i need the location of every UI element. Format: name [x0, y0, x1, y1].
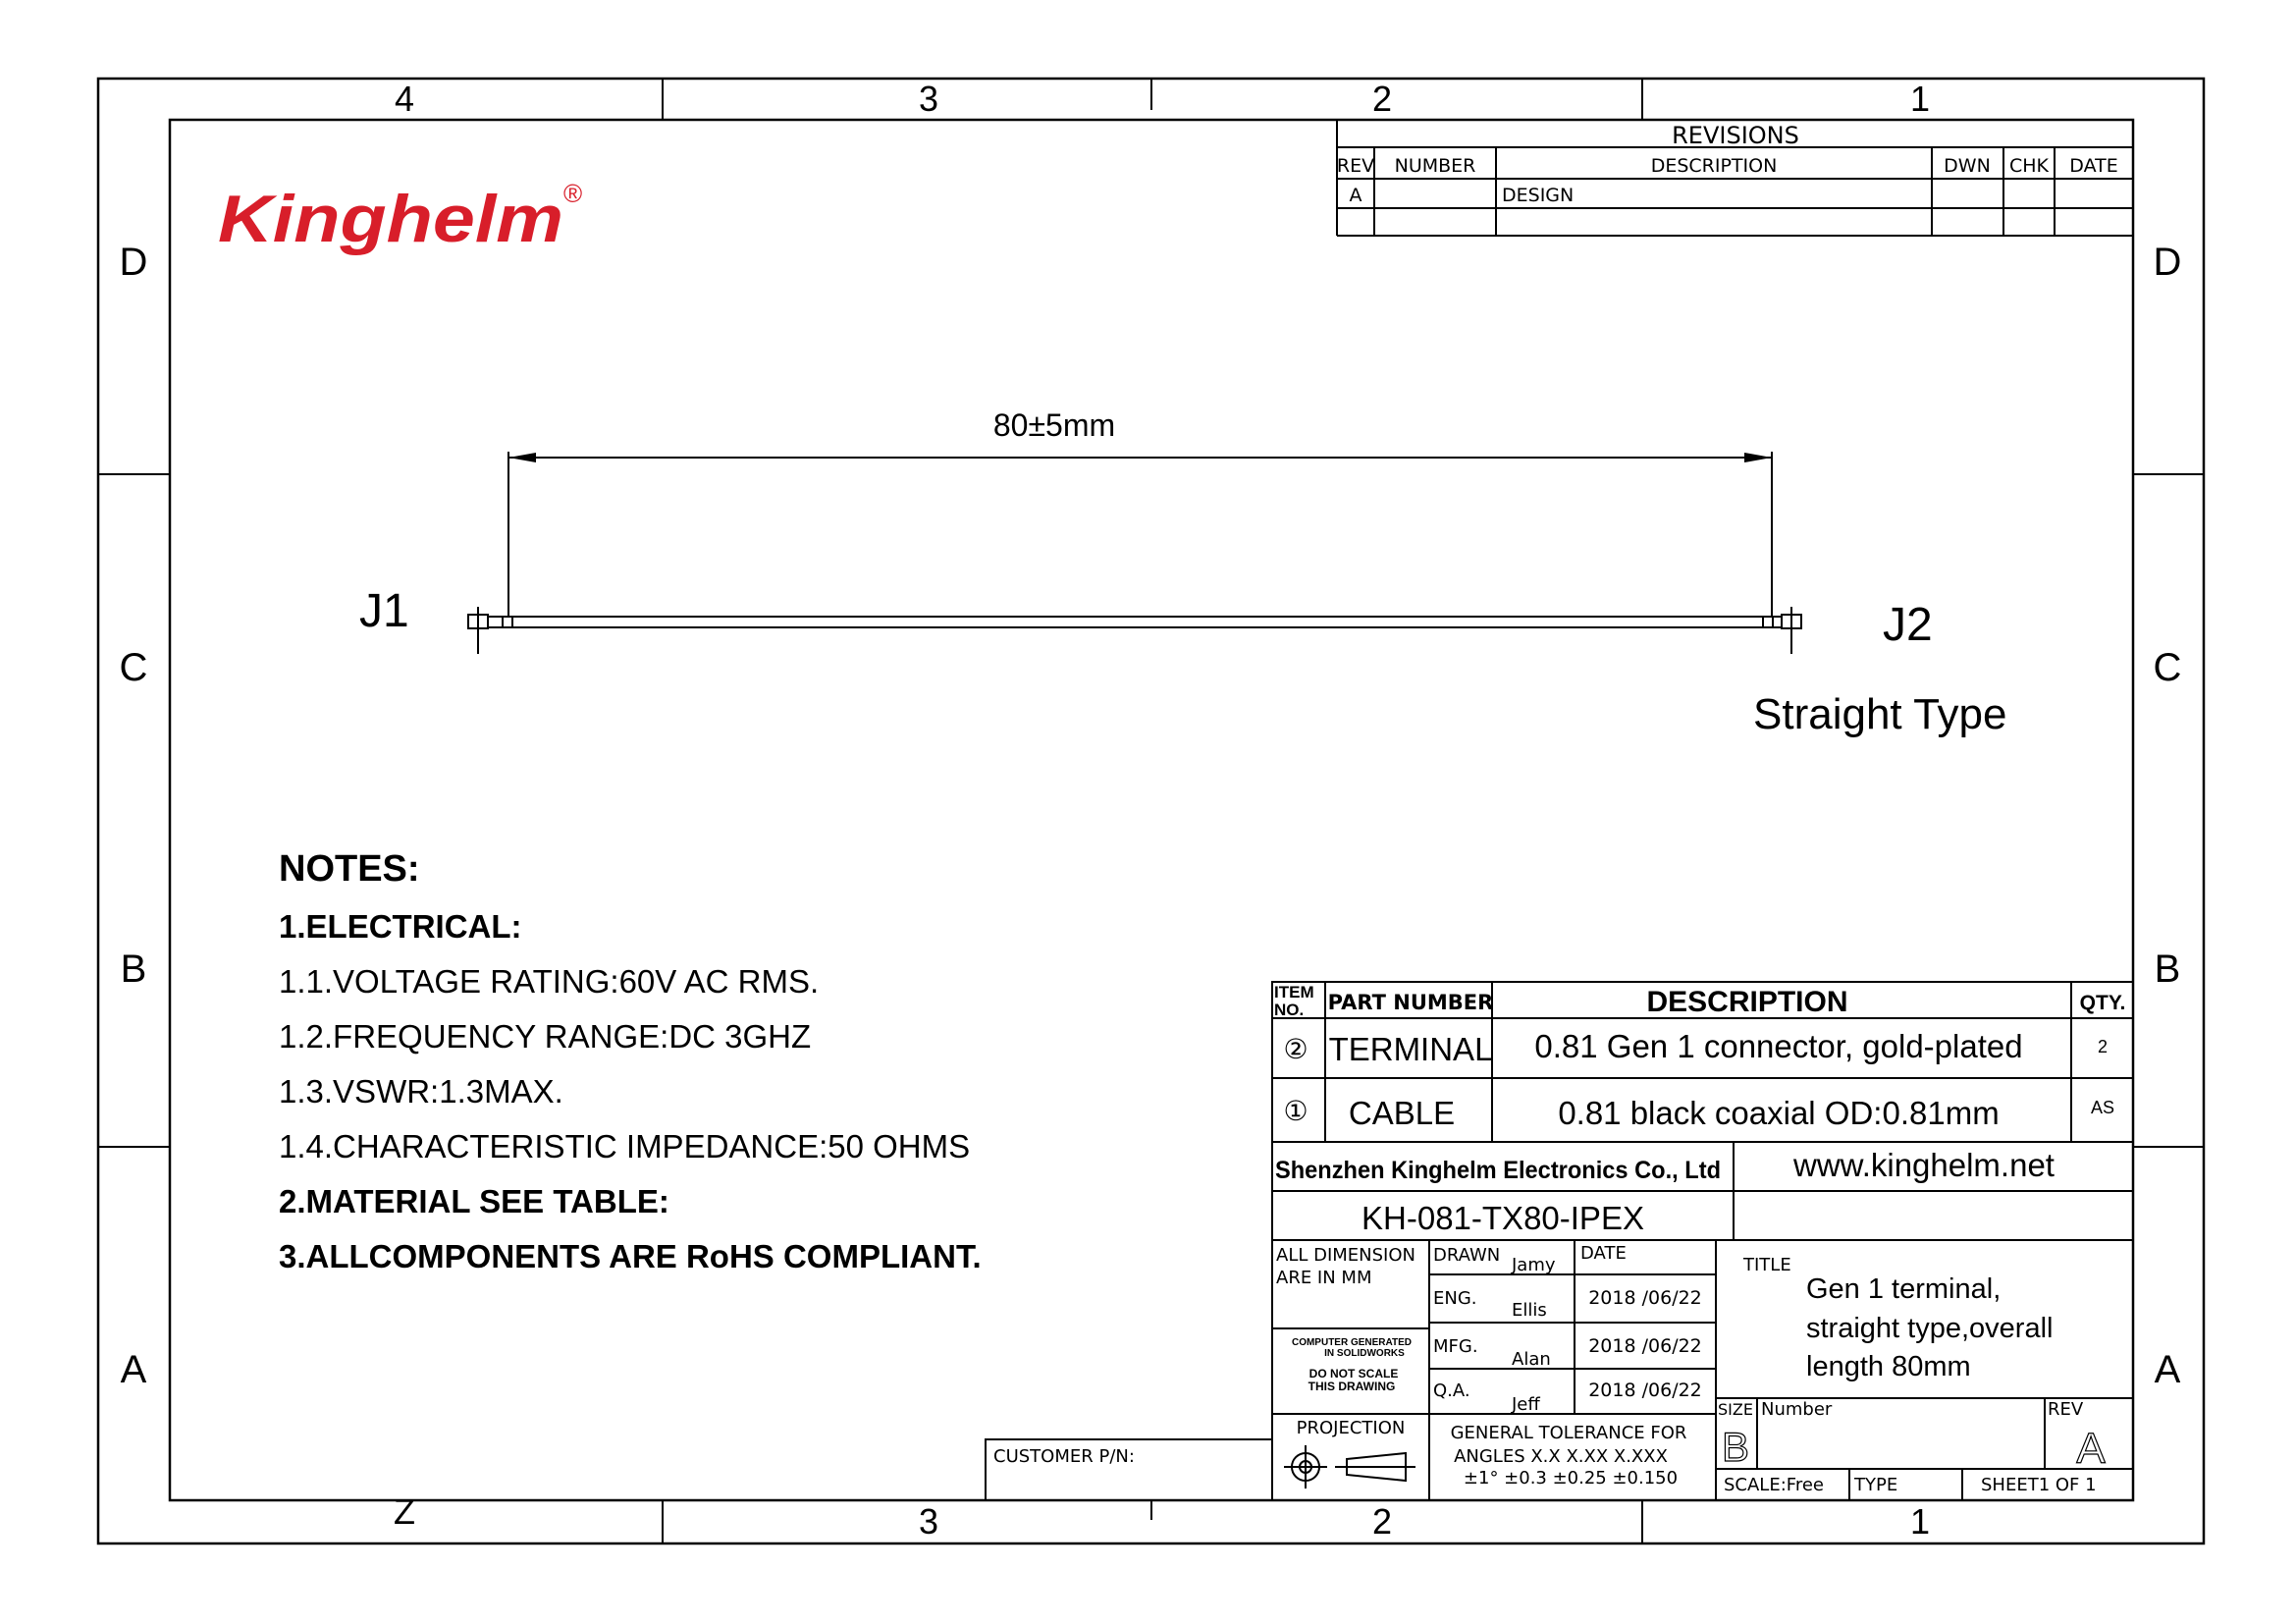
zone-row-c-right: C: [2153, 646, 2182, 689]
logo-registered-mark: ®: [563, 179, 583, 208]
zone-row-b-left: B: [120, 947, 147, 991]
cable-assembly-drawing: [359, 407, 2006, 738]
bom-table: [1272, 982, 2133, 1142]
bom-row-2-qty: AS: [2090, 1098, 2115, 1117]
customer-pn-label: CUSTOMER P/N:: [993, 1446, 1135, 1467]
company-name: Shenzhen Kinghelm Electronics Co., Ltd: [1275, 1157, 1721, 1184]
type-label: TYPE: [1854, 1475, 1898, 1495]
title-line-3: length 80mm: [1806, 1351, 1971, 1382]
date-col-header: DATE: [2069, 155, 2118, 177]
qa-label: Q.A.: [1433, 1380, 1470, 1401]
title-line-2: straight type,overall: [1806, 1313, 2054, 1344]
bom-item-header-2: NO.: [1274, 1001, 1305, 1019]
qa-date: 2018 /06/22: [1588, 1380, 1702, 1401]
dimension-arrow-left: [508, 453, 536, 462]
revisions-title: REVISIONS: [1672, 122, 1799, 149]
notes: [279, 848, 982, 1274]
solidworks-note-2: IN SOLIDWORKS: [1324, 1348, 1405, 1359]
mfg-label: MFG.: [1433, 1336, 1478, 1357]
bom-row-1-qty: 2: [2097, 1037, 2109, 1056]
bom-row-1-description: 0.81 Gen 1 connector, gold-plated: [1534, 1028, 2023, 1064]
bom-item-header-1: ITEM: [1274, 983, 1314, 1001]
do-not-scale-1: DO NOT SCALE: [1308, 1367, 1399, 1380]
revision-row-description: DESIGN: [1502, 185, 1575, 206]
bom-row-2-item: ①: [1283, 1096, 1308, 1126]
number-label: Number: [1761, 1399, 1833, 1420]
eng-name: Ellis: [1512, 1300, 1547, 1321]
title-block: [986, 1142, 2133, 1500]
chk-col-header: CHK: [2008, 155, 2050, 177]
tolerance-line-2: ANGLES X.X X.XX X.XXX: [1454, 1446, 1668, 1467]
revision-row-rev: A: [1349, 185, 1362, 206]
notes-heading: NOTES:: [279, 848, 420, 890]
note-line-2: 1.1.VOLTAGE RATING:60V AC RMS.: [279, 963, 820, 1000]
tolerance-line-1: GENERAL TOLERANCE FOR: [1450, 1423, 1687, 1443]
qa-name: Jeff: [1512, 1394, 1540, 1415]
note-line-3: 1.2.FREQUENCY RANGE:DC 3GHZ: [279, 1018, 812, 1055]
all-dimension-label-2: ARE IN MM: [1276, 1268, 1372, 1288]
note-line-4: 1.3.VSWR:1.3MAX.: [279, 1073, 563, 1110]
first-angle-projection-icon: [1284, 1445, 1415, 1489]
zone-col-2-top: 2: [1371, 79, 1393, 119]
drawing-part-number: KH-081-TX80-IPEX: [1362, 1200, 1644, 1236]
dwn-col-header: DWN: [1944, 155, 1991, 177]
note-line-5: 1.4.CHARACTERISTIC IMPEDANCE:50 OHMS: [279, 1128, 971, 1164]
dimension-arrow-right: [1744, 453, 1772, 462]
zone-row-a-right: A: [2154, 1348, 2181, 1391]
zone-row-b-right: B: [2154, 947, 2181, 991]
bom-row-2-description: 0.81 black coaxial OD:0.81mm: [1558, 1095, 2000, 1131]
bom-description-header: DESCRIPTION: [1646, 986, 1848, 1018]
title-label: TITLE: [1743, 1255, 1791, 1275]
zone-col-4-top: 4: [394, 79, 415, 119]
eng-label: ENG.: [1433, 1288, 1477, 1309]
note-line-1: 1.ELECTRICAL:: [279, 908, 522, 945]
zone-col-bottom-first: Z: [394, 1491, 415, 1532]
all-dimension-label-1: ALL DIMENSION: [1276, 1245, 1415, 1266]
bom-qty-header: QTY.: [2079, 992, 2126, 1014]
bom-part-header: PART NUMBER: [1327, 991, 1494, 1014]
zone-col-2-bottom: 2: [1371, 1501, 1393, 1542]
bom-row-1-part: TERMINAL: [1328, 1031, 1493, 1067]
j1-label: J1: [359, 585, 409, 637]
number-col-header: NUMBER: [1394, 155, 1476, 177]
bom-row-2-part: CABLE: [1348, 1095, 1456, 1131]
solidworks-note-1: COMPUTER GENERATED: [1291, 1337, 1413, 1348]
note-line-7: 3.ALLCOMPONENTS ARE RoHS COMPLIANT.: [279, 1238, 982, 1274]
rev-col-header: REV: [1336, 155, 1375, 177]
connector-j1: [468, 607, 512, 654]
drawn-label: DRAWN: [1433, 1245, 1501, 1266]
rev-value: A: [2076, 1425, 2106, 1473]
description-col-header: DESCRIPTION: [1650, 155, 1778, 177]
straight-type-label: Straight Type: [1753, 690, 2007, 738]
j2-label: J2: [1883, 599, 1933, 651]
projection-label: PROJECTION: [1296, 1418, 1406, 1438]
zone-row-c-left: C: [119, 646, 148, 689]
mfg-date: 2018 /06/22: [1588, 1335, 1702, 1357]
kinghelm-logo: [218, 179, 582, 256]
note-line-6: 2.MATERIAL SEE TABLE:: [279, 1183, 669, 1219]
title-line-1: Gen 1 terminal,: [1806, 1273, 2002, 1305]
zone-col-1-bottom: 1: [1909, 1501, 1931, 1542]
connector-j2: [1763, 607, 1801, 654]
company-website: www.kinghelm.net: [1793, 1147, 2055, 1183]
zone-row-a-left: A: [120, 1348, 147, 1391]
logo-text: Kinghelm: [218, 182, 563, 256]
coaxial-cable: [512, 617, 1763, 627]
bom-row-1-item: ②: [1283, 1034, 1308, 1064]
size-value: B: [1721, 1424, 1750, 1470]
zone-col-1-top: 1: [1909, 79, 1931, 119]
length-dimension: 80±5mm: [992, 407, 1116, 443]
revisions-table: [1337, 120, 2133, 236]
zone-row-d-left: D: [119, 241, 148, 284]
size-label: SIZE: [1718, 1400, 1753, 1419]
rev-label: REV: [2048, 1399, 2084, 1420]
sheet-number: SHEET1 OF 1: [1981, 1475, 2097, 1495]
tolerance-line-3: ±1° ±0.3 ±0.25 ±0.150: [1463, 1468, 1679, 1489]
zone-col-3-bottom: 3: [918, 1501, 939, 1542]
zone-row-d-right: D: [2153, 241, 2182, 284]
do-not-scale-2: THIS DRAWING: [1308, 1380, 1396, 1393]
date-header: DATE: [1580, 1243, 1627, 1264]
zone-col-3-top: 3: [918, 79, 939, 119]
eng-date: 2018 /06/22: [1588, 1287, 1702, 1309]
mfg-name: Alan: [1512, 1349, 1551, 1370]
drawn-by-name: Jamy: [1512, 1255, 1556, 1275]
scale-value: SCALE:Free: [1724, 1475, 1824, 1495]
